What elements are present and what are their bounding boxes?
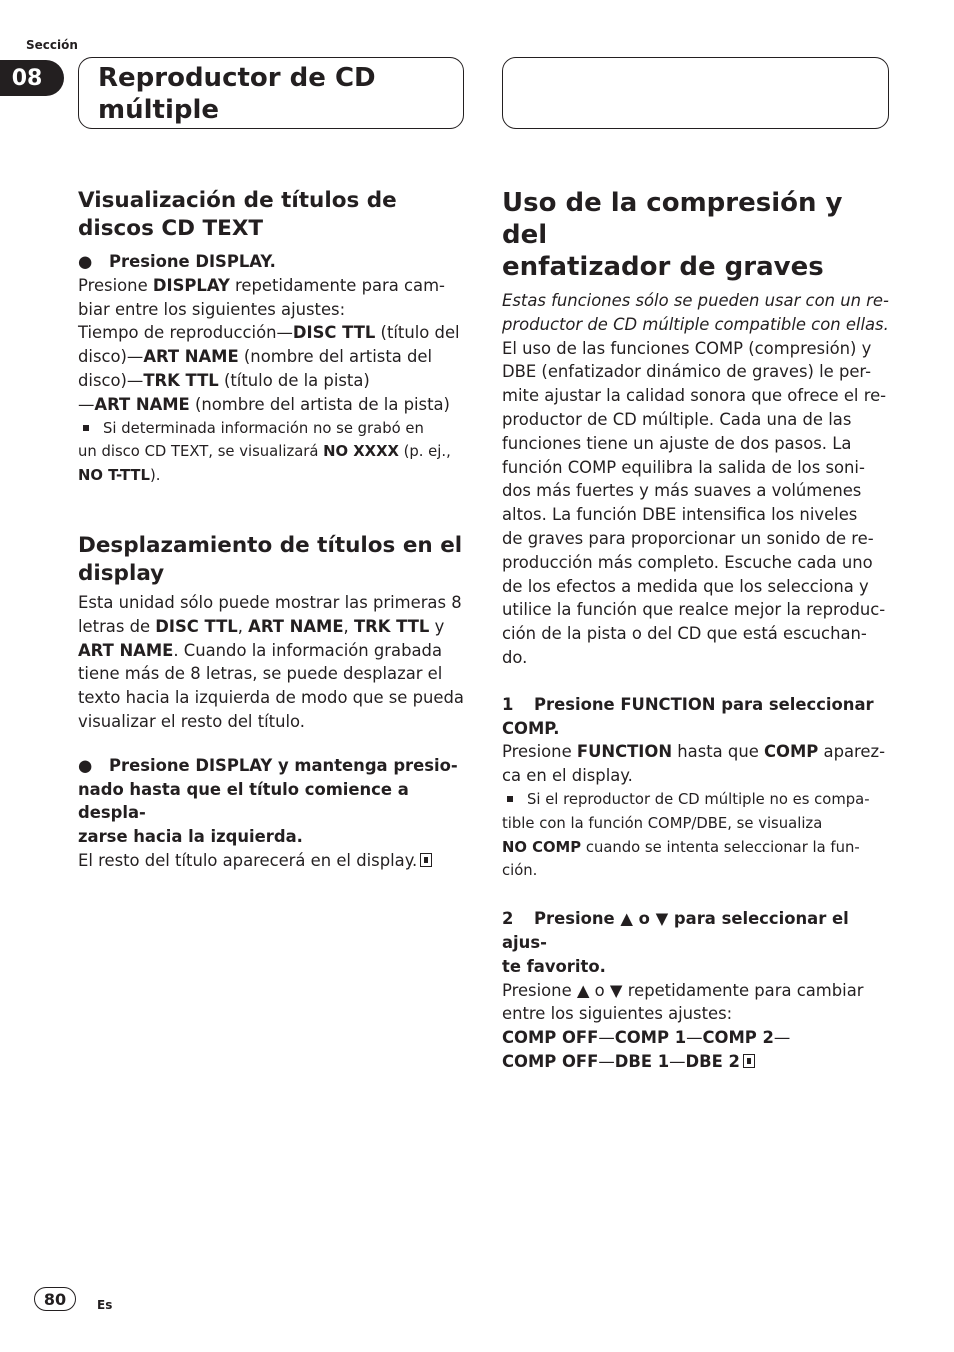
note-square-icon [507,796,513,802]
text: hasta que [672,742,765,762]
text: y [429,616,445,636]
text: (nombre del artista de la pista) [189,394,450,414]
note [78,417,466,488]
term-bold: NO COMP [502,838,582,856]
heading-line: Desplazamiento de títulos en el [78,532,463,558]
left-column [78,187,466,873]
body-line: utilice la función que realce mejor la reproduc- [502,600,886,620]
page-number: 80 [34,1287,76,1311]
term-bold: TRK TTL [143,370,219,390]
text: aparez- [818,742,885,762]
setting-name: DBE 1 [614,1051,670,1071]
heading-line: display [78,560,165,586]
note [502,788,890,883]
term-bold: FUNCTION [576,742,673,762]
paragraph [78,591,466,734]
text: , [237,616,249,636]
setting-name: DBE 2 [685,1051,740,1071]
body-line: de graves para proporcionar un sonido de re- [502,528,874,548]
text: Presione ▲ o ▼ repetidamente para cambiar [502,980,864,1000]
body-line: El uso de las funciones COMP (compresión) y [502,338,872,358]
term-bold: ART NAME [78,640,174,660]
term-bold: DISPLAY [152,275,230,295]
text: ). [149,467,161,485]
step-2-heading [502,907,890,978]
body-line: de los efectos a medida que los selecciona y [502,576,869,596]
step-title: COMP. [502,718,560,738]
text: El resto del título aparecerá en el display. [78,850,418,870]
body-line: funciones tiene un ajuste de dos pasos. La [502,433,852,453]
section-heading-cd-text [78,187,466,243]
chapter-title-line: Reproductor de CD [98,63,376,93]
instruction-bullet [78,754,466,778]
text: , [343,616,354,636]
text: (p. ej., [398,443,451,461]
body-line: función COMP equilibra la salida de los soni- [502,457,865,477]
paragraph [78,274,466,322]
setting-name: COMP OFF [502,1028,599,1048]
text: Si el reproductor de CD múltiple no es compa- [527,790,870,808]
body-line: ción de la pista o del CD que está escuchan- [502,624,867,644]
text: — [78,394,95,414]
body-line: do. [502,647,528,667]
body-line: altos. La función DBE intensifica los niveles [502,505,858,525]
separator: — [669,1051,686,1071]
section-heading-comp-dbe [502,187,890,283]
section-label: Sección [26,38,78,52]
text: ca en el display. [502,766,633,786]
right-column [502,187,890,1074]
body-line: DBE (enfatizador dinámico de graves) le per- [502,362,872,382]
heading-line: enfatizador de graves [502,252,824,282]
term-bold: DISC TTL [292,323,376,343]
text: (nombre del artista del [238,347,433,367]
language-code: Es [97,1298,113,1312]
section-heading-scroll [78,532,466,588]
intro-italic [502,289,890,337]
text: Si determinada información no se grabó en [103,419,424,437]
end-of-section-icon [420,853,432,867]
term-bold: TRK TTL [353,616,430,636]
paragraph [502,740,890,788]
text: Tiempo de reproducción— [78,323,293,343]
text: letras de [78,616,156,636]
paragraph [78,849,466,873]
text: tible con la función COMP/DBE, se visualiza [502,814,823,832]
term-bold: DISC TTL [155,616,238,636]
bullet-icon: ● [78,755,93,775]
paragraph [78,321,466,416]
text: . Cuando la información grabada [173,640,442,660]
settings-sequence [502,1026,890,1074]
term-bold: ART NAME [143,347,239,367]
text: tiene más de 8 letras, se puede desplazar el [78,664,443,684]
text: biar entre los siguientes ajustes: [78,299,346,319]
heading-line: Uso de la compresión y del [502,188,843,250]
step-number: 2 [502,909,514,929]
separator: — [773,1028,791,1048]
chapter-title [98,62,463,126]
text: Presione [78,275,153,295]
text: Esta unidad sólo puede mostrar las primeras 8 [78,592,462,612]
instruction-bullet-cont [78,778,466,826]
heading-line: Visualización de títulos de [78,188,397,213]
chapter-title-box [78,57,464,129]
text: ción. [502,862,538,880]
bullet-text: Presione DISPLAY. [109,252,276,271]
empty-header-box [502,57,889,129]
setting-name: COMP OFF [502,1051,599,1071]
setting-name: COMP 2 [702,1028,774,1048]
term-bold: ART NAME [94,394,190,414]
separator: — [686,1028,703,1048]
text: repetidamente para cam- [229,275,445,295]
text: texto hacia la izquierda de modo que se pueda [78,688,464,708]
text: Presione [502,742,577,762]
end-of-section-icon [743,1054,755,1068]
separator: — [598,1028,615,1048]
instruction-bullet-cont [78,825,466,849]
text: Estas funciones sólo se pueden usar con un re- [502,291,889,310]
step-title: Presione FUNCTION para seleccionar [534,694,874,714]
section-number-badge: 08 [0,60,64,96]
chapter-title-line: múltiple [98,95,220,125]
setting-name: COMP 1 [614,1028,687,1048]
text: cuando se intenta seleccionar la fun- [581,838,860,856]
text: disco)— [78,370,144,390]
body-line: producción más completo. Escuche cada uno [502,552,873,572]
separator: — [598,1051,615,1071]
step-title: Presione ▲ o ▼ para seleccionar el ajus- [502,909,849,952]
body-line: productor de CD múltiple. Cada una de las [502,409,852,429]
text: productor de CD múltiple compatible con ellas. [502,314,889,334]
instruction-bullet [78,250,466,274]
text: un disco CD TEXT, se visualizará [78,443,324,461]
step-number: 1 [502,694,514,714]
bullet-text: zarse hacia la izquierda. [78,827,303,847]
step-title: te favorito. [502,956,606,976]
term-bold: ART NAME [248,616,344,636]
bullet-text: nado hasta que el título comience a despla- [78,779,409,823]
bullet-icon: ● [78,252,93,271]
term-bold: NO XXXX [323,443,399,461]
body-paragraph [502,337,890,670]
heading-line: discos CD TEXT [78,216,264,241]
body-line: mite ajustar la calidad sonora que ofrece el re- [502,386,887,406]
body-line: dos más fuertes y más suaves a volúmenes [502,481,862,501]
text: entre los siguientes ajustes: [502,1004,733,1024]
text: visualizar el resto del título. [78,711,305,731]
term-bold: COMP [764,742,819,762]
text: (título de la pista) [218,370,370,390]
step-1-heading [502,693,890,741]
note-square-icon [83,425,89,431]
paragraph [502,979,890,1027]
bullet-text: Presione DISPLAY y mantenga presio- [109,755,458,775]
term-bold: NO T-TTL [78,467,150,485]
text: disco)— [78,347,144,367]
text: (título del [375,323,460,343]
